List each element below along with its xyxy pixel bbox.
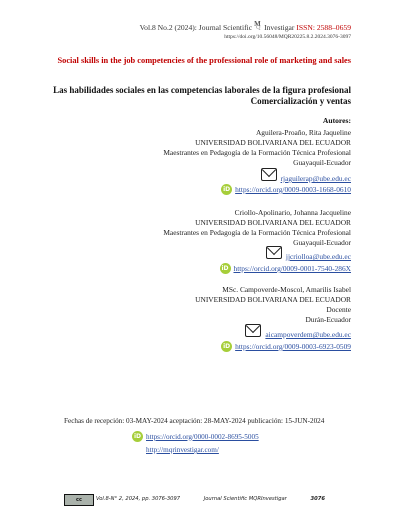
author-orcid-row [221, 341, 351, 352]
orcid-icon: iD [223, 186, 231, 193]
author-email-row [266, 246, 351, 261]
author-role: Maestrantes en Pedagogía de la Formación Técnica Profesional [163, 148, 351, 157]
envelope-icon [245, 324, 261, 337]
footer-volume: Vol.8-N° 2, 2024, pp. 3076-3097 [96, 496, 181, 502]
submission-dates: Fechas de recepción: 03-MAY-2024 aceptación: 28-MAY-2024 publicación: 15-JUN-2024 [64, 417, 325, 425]
author-email-link[interactable]: aicampoverdem@ube.edu.ec [265, 330, 351, 339]
orcid-icon: iD [223, 343, 231, 350]
mq-logo-icon [254, 22, 264, 31]
page-footer [96, 496, 325, 502]
author-orcid-link[interactable]: https://orcid.org/0009-0001-7540-286X [233, 264, 351, 273]
author-email-row [261, 168, 351, 183]
orcid-icon: iD [221, 265, 229, 272]
author-name: Criollo-Apolinario, Johanna Jacqueline [234, 208, 351, 217]
journal-name-prefix: Vol.8 No.2 (2024): Journal Scientific [139, 23, 253, 32]
journal-orcid-link[interactable]: https://orcid.org/0000-0002-8695-5005 [146, 432, 259, 441]
author-email-row [245, 324, 351, 339]
journal-header [140, 22, 351, 32]
author-orcid-link[interactable]: https://orcid.org/0009-0003-1668-0610 [235, 185, 351, 194]
author-orcid-row [221, 184, 351, 195]
author-university: UNIVERSIDAD BOLIVARIANA DEL ECUADOR [195, 295, 351, 304]
title-spanish: Las habilidades sociales en las competencias laborales de la figura profesional Comercialización y ventas [53, 85, 351, 106]
journal-url-row [146, 446, 219, 454]
creative-commons-icon[interactable] [64, 494, 94, 506]
author-name: MSc. Campoverde-Moscol, Amarilis Isabel [222, 285, 351, 294]
author-name: Aguilera-Proaño, Rita Jaqueline [255, 128, 351, 137]
author-role: Docente [326, 305, 351, 314]
doi[interactable]: https://doi.org/10.56048/MQR20225.8.2.2024.3076-3097 [224, 34, 351, 40]
author-orcid-row [220, 263, 352, 274]
author-university: UNIVERSIDAD BOLIVARIANA DEL ECUADOR [195, 138, 351, 147]
cc-label: cc [76, 497, 82, 503]
author-orcid-link[interactable]: https://orcid.org/0009-0003-6923-0509 [235, 342, 351, 351]
author-email-link[interactable]: rjaguilerap@ube.edu.ec [280, 174, 351, 183]
author-city: Durán-Ecuador [305, 315, 351, 324]
page-number: 3076 [310, 496, 325, 502]
orcid-icon: iD [133, 433, 142, 440]
author-city: Guayaquil-Ecuador [293, 158, 351, 167]
author-city: Guayaquil-Ecuador [293, 238, 351, 247]
author-university: UNIVERSIDAD BOLIVARIANA DEL ECUADOR [195, 218, 351, 227]
issn: ISSN: 2588–0659 [296, 23, 351, 32]
author-email-link[interactable]: jjcriolloa@ube.edu.ec [285, 252, 351, 261]
footer-journal: Journal Scientific MQRInvestigar [203, 496, 287, 502]
journal-name-suffix: Investigar [264, 23, 295, 32]
envelope-icon [261, 168, 277, 181]
authors-label: Autores: [322, 116, 351, 125]
envelope-icon [266, 246, 282, 259]
journal-url-link[interactable]: http://mqrinvestigar.com/ [146, 446, 219, 454]
author-role: Maestrantes en Pedagogía de la Formación Técnica Profesional [163, 228, 351, 237]
title-english: Social skills in the job competencies of the professional role of marketing and sales [57, 56, 351, 65]
journal-orcid-row [132, 431, 259, 442]
